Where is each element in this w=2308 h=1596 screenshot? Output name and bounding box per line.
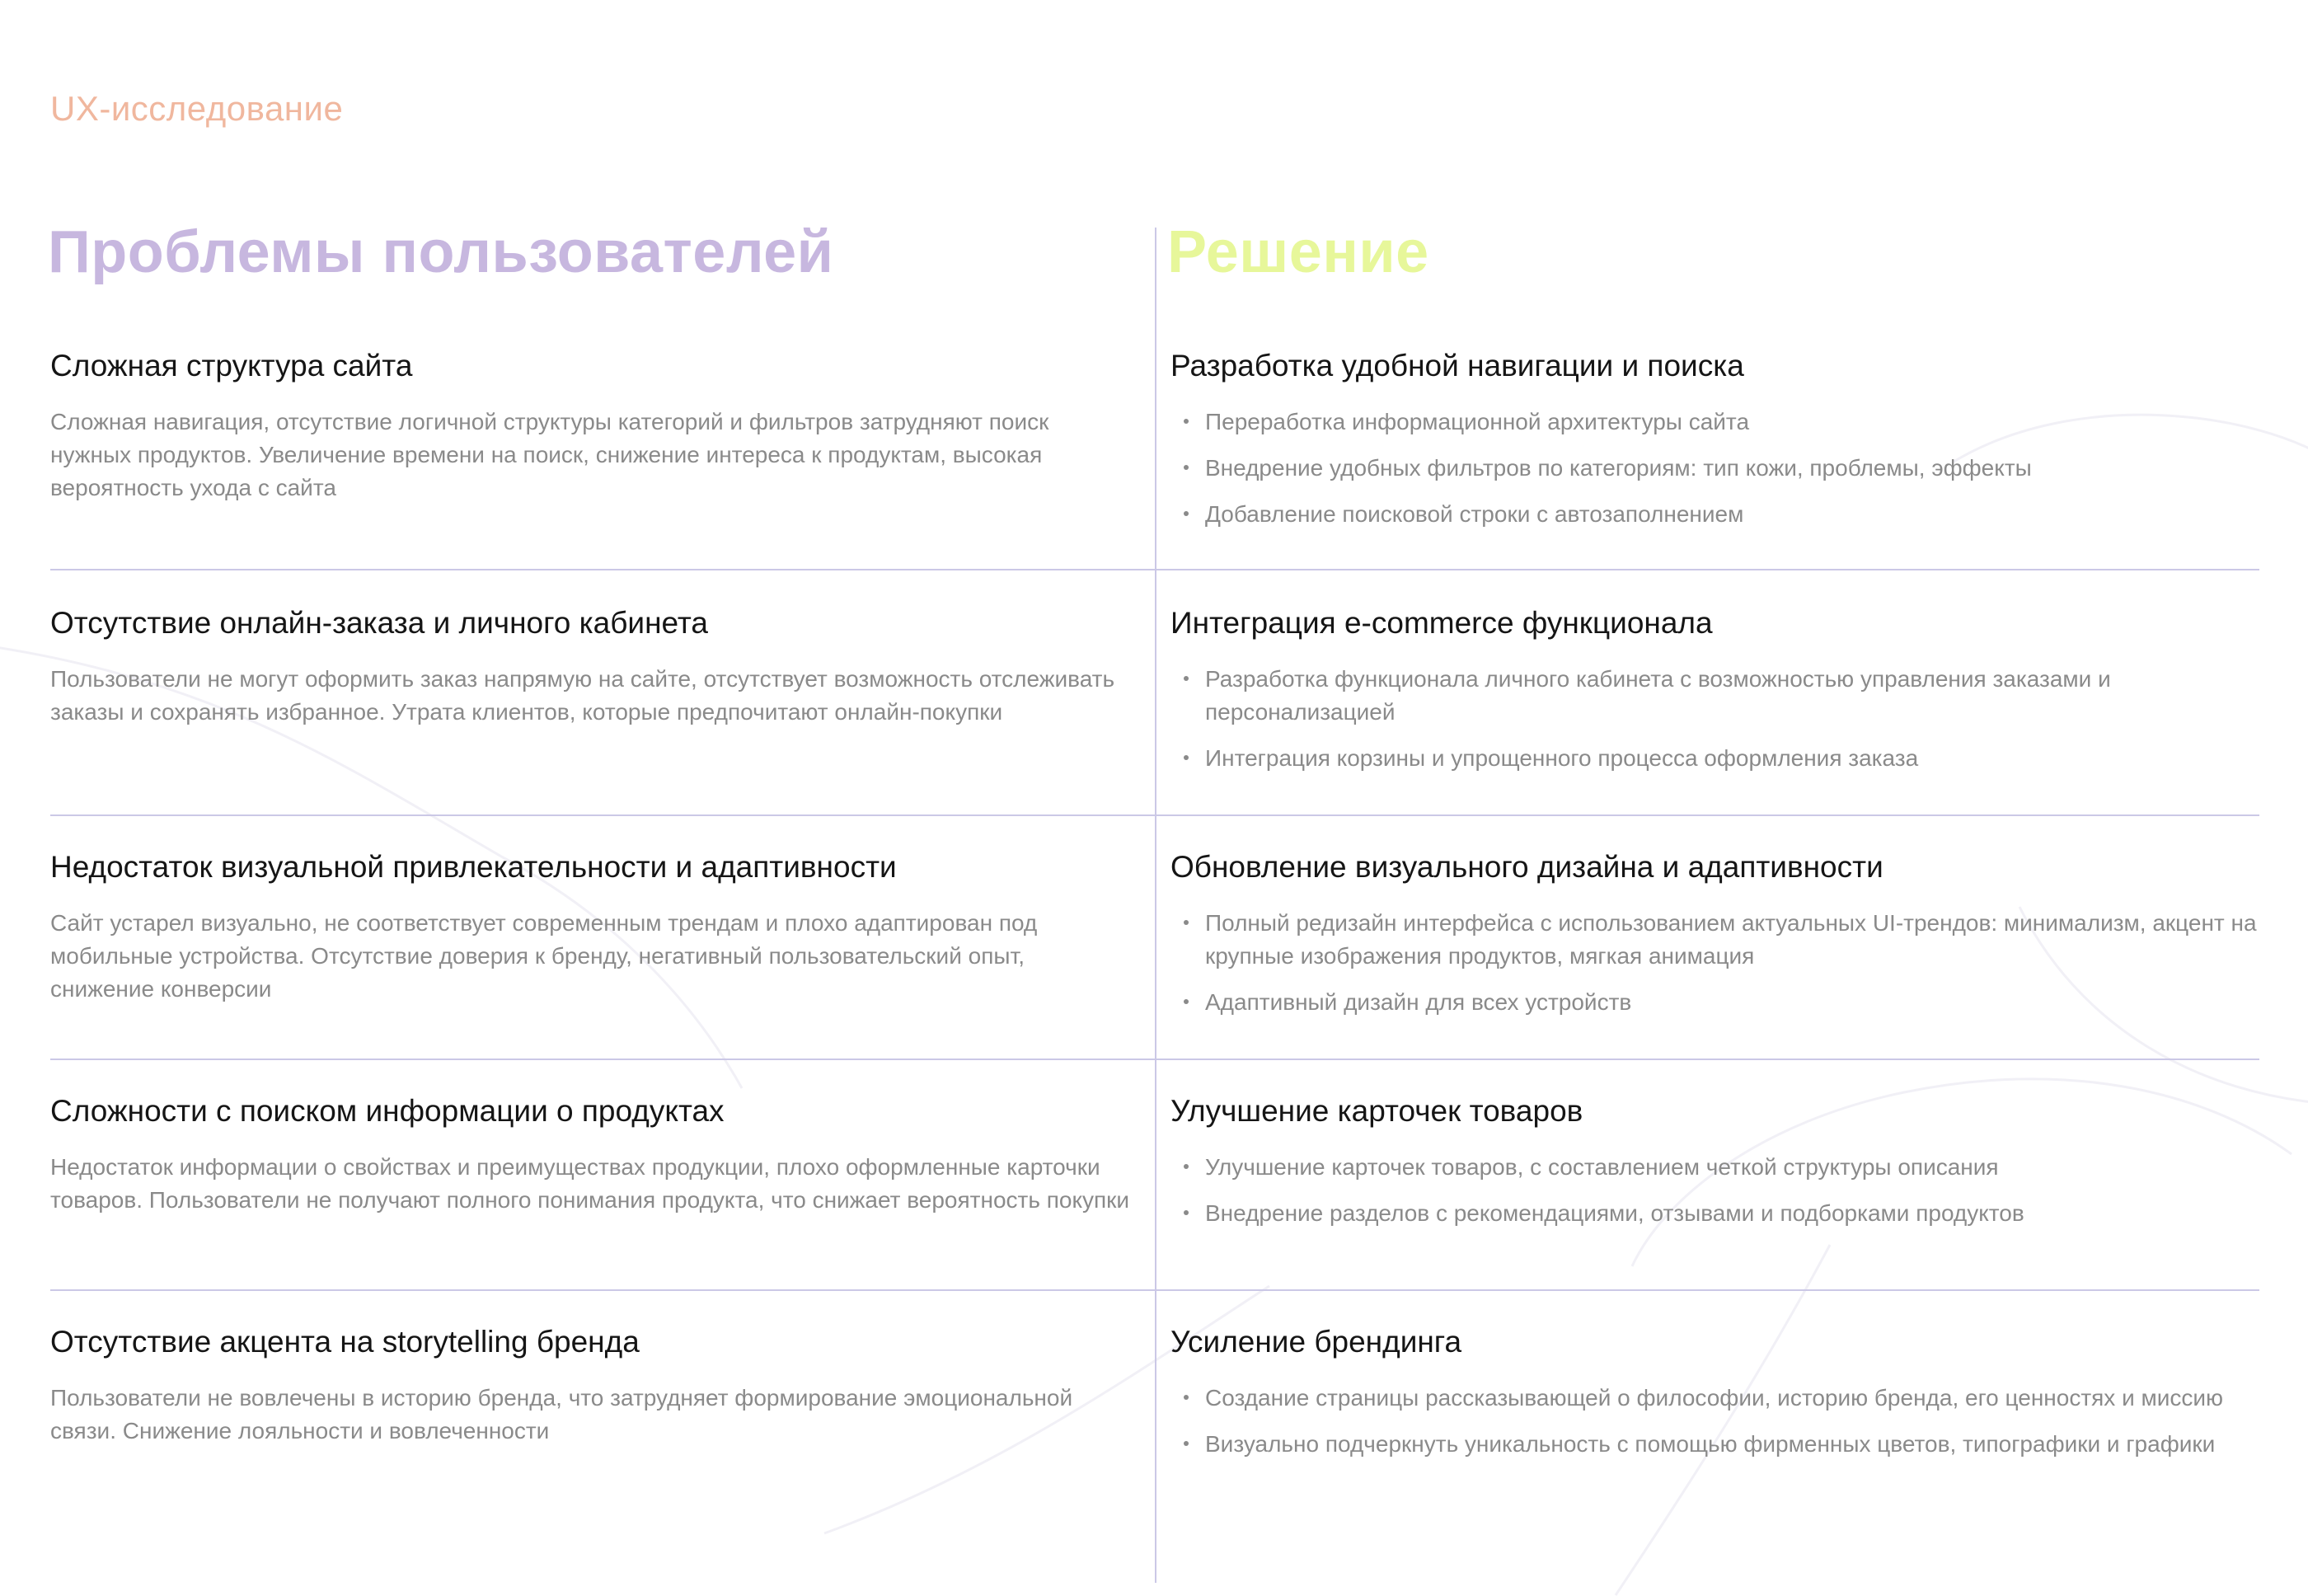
problem-cell-5 <box>50 1322 1130 1448</box>
solution-item <box>1170 406 2259 439</box>
solution-title-4: Улучшение карточек товаров <box>1170 1094 1583 1128</box>
solution-item-text: Полный редизайн интерфейса с использованием актуальных UI-трендов: минимализм, акцент на крупные изображения продуктов, мягкая анимация <box>1205 910 2257 969</box>
solution-item-text: Внедрение разделов с рекомендациями, отзывами и подборками продуктов <box>1205 1200 2024 1226</box>
problem-title-4: Сложности с поиском информации о продуктах <box>50 1094 725 1128</box>
solution-cell-2 <box>1170 603 2259 788</box>
solution-item-text: Визуально подчеркнуть уникальность с помощью фирменных цветов, типографики и графики <box>1205 1431 2216 1457</box>
problem-text-2: Пользователи не могут оформить заказ напрямую на сайте, отсутствует возможность отслеживать заказы и сохранять избранное. Утрата клиентов, которые предпочитают онлайн-покупки <box>50 666 1115 725</box>
solution-item-text: Разработка функционала личного кабинета с возможностью управления заказами и персонализацией <box>1205 666 2111 725</box>
solution-title-5: Усиление брендинга <box>1170 1325 1462 1359</box>
problem-text-5: Пользователи не вовлечены в историю бренда, что затрудняет формирование эмоциональной связи. Снижение лояльности и вовлеченности <box>50 1385 1073 1443</box>
solution-cell-5 <box>1170 1322 2259 1474</box>
solution-item <box>1170 1382 2259 1415</box>
problem-cell-3 <box>50 847 1130 1006</box>
solution-item <box>1170 498 2259 531</box>
bullet-dot-icon <box>1184 1164 1189 1169</box>
row-2 <box>0 603 2308 814</box>
problem-title-3: Недостаток визуальной привлекательности и адаптивности <box>50 850 897 884</box>
row-divider <box>50 1059 2259 1060</box>
bullet-dot-icon <box>1184 511 1189 516</box>
solution-list-5 <box>1170 1382 2259 1461</box>
bullet-dot-icon <box>1184 1395 1189 1400</box>
row-1 <box>0 346 2308 569</box>
solution-item-text: Интеграция корзины и упрощенного процесса оформления заказа <box>1205 745 1919 771</box>
solution-list-2 <box>1170 663 2259 775</box>
problem-title-1: Сложная структура сайта <box>50 349 413 383</box>
problems-column-title: Проблемы пользователей <box>48 219 834 285</box>
solution-cell-4 <box>1170 1091 2259 1243</box>
bullet-dot-icon <box>1184 465 1189 470</box>
row-4 <box>0 1091 2308 1289</box>
solution-item <box>1170 1428 2259 1461</box>
solution-cell-3 <box>1170 847 2259 1032</box>
bullet-dot-icon <box>1184 419 1189 424</box>
solution-item <box>1170 1151 2259 1184</box>
problem-title-2: Отсутствие онлайн-заказа и личного кабинета <box>50 606 708 640</box>
bullet-dot-icon <box>1184 1210 1189 1215</box>
solution-title-2: Интеграция e-commerce функционала <box>1170 606 1713 640</box>
bullet-dot-icon <box>1184 676 1189 681</box>
solution-item <box>1170 663 2259 729</box>
solution-item <box>1170 986 2259 1019</box>
solution-title-1: Разработка удобной навигации и поиска <box>1170 349 1744 383</box>
solution-item-text: Адаптивный дизайн для всех устройств <box>1205 989 1632 1015</box>
solution-cell-1 <box>1170 346 2259 544</box>
solution-item-text: Добавление поисковой строки с автозаполнением <box>1205 501 1744 527</box>
problem-cell-1 <box>50 346 1130 505</box>
bullet-dot-icon <box>1184 755 1189 760</box>
eyebrow-label: UX-исследование <box>50 89 344 128</box>
solution-list-4 <box>1170 1151 2259 1230</box>
solution-item <box>1170 1197 2259 1230</box>
solution-item <box>1170 742 2259 775</box>
solution-item-text: Улучшение карточек товаров, с составлением четкой структуры описания <box>1205 1154 1999 1180</box>
problem-text-1: Сложная навигация, отсутствие логичной структуры категорий и фильтров затрудняют поиск нужных продуктов. Увеличение времени на поиск, снижение интереса к продуктам, высокая вероятность ухода с сайта <box>50 409 1049 500</box>
row-5 <box>0 1322 2308 1570</box>
solution-item-text: Переработка информационной архитектуры сайта <box>1205 409 1750 434</box>
solutions-column-title: Решение <box>1167 219 1429 285</box>
problem-text-3: Сайт устарел визуально, не соответствует современным трендам и плохо адаптирован под мобильные устройства. Отсутствие доверия к бренду, негативный пользовательский опыт, снижение конверсии <box>50 910 1038 1002</box>
solution-title-3: Обновление визуального дизайна и адаптивности <box>1170 850 1883 884</box>
problem-title-5: Отсутствие акцента на storytelling бренда <box>50 1325 640 1359</box>
solution-item <box>1170 452 2259 485</box>
row-divider <box>50 1289 2259 1291</box>
solution-item-text: Создание страницы рассказывающей о философии, историю бренда, его ценностях и миссию <box>1205 1385 2224 1411</box>
solution-list-3 <box>1170 907 2259 1019</box>
bullet-dot-icon <box>1184 1441 1189 1446</box>
problem-text-4: Недостаток информации о свойствах и преимуществах продукции, плохо оформленные карточки товаров. Пользователи не получают полного понимания продукта, что снижает вероятность покупки <box>50 1154 1130 1213</box>
problem-cell-4 <box>50 1091 1130 1217</box>
bullet-dot-icon <box>1184 999 1189 1004</box>
solution-item-text: Внедрение удобных фильтров по категориям: тип кожи, проблемы, эффекты <box>1205 455 2032 481</box>
solution-item <box>1170 907 2259 973</box>
row-divider <box>50 814 2259 816</box>
problem-cell-2 <box>50 603 1130 729</box>
solution-list-1 <box>1170 406 2259 531</box>
bullet-dot-icon <box>1184 920 1189 925</box>
row-3 <box>0 847 2308 1059</box>
row-divider <box>50 569 2259 570</box>
